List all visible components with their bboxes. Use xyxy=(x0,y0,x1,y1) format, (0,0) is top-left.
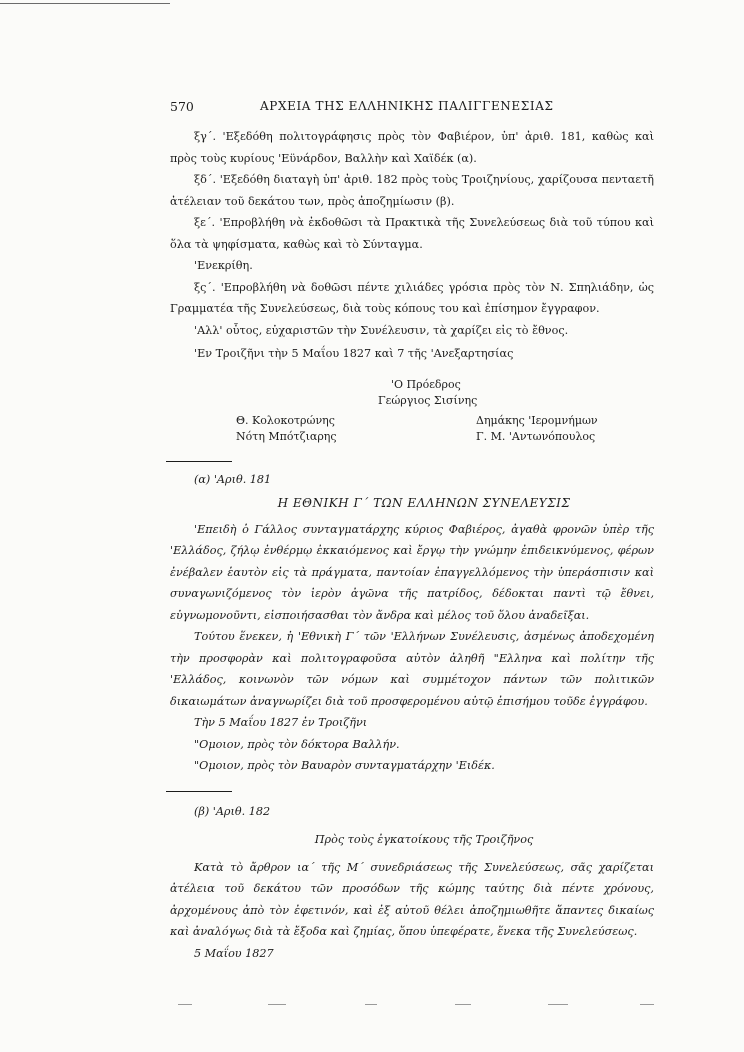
footnote-paragraph: "Ομοιον, πρὸς τὸν δόκτορα Βαλλήν. xyxy=(194,737,400,751)
item-63: ξγ΄. 'Εξεδόθη πολιτογράφησις πρὸς τὸν Φαβιέρον, ὑπ' ἀριθ. 181, καθὼς καὶ πρὸς τοὺς κυρίους 'Εϋνάρδον, Βαλλὴν καὶ Χαϊδέκ (α). xyxy=(170,130,654,165)
minutes-section xyxy=(170,126,654,365)
item-64: ξδ΄. 'Εξεδόθη διαταγὴ ὑπ' ἀριθ. 182 πρὸς τοὺς Τροιζηνίους, χαρίζουσα πενταετῆ ἀτέλειαν τοῦ δεκάτου των, πρὸς ἀποζημίωσιν (β). xyxy=(170,173,654,208)
item-65: ξε΄. 'Επροβλήθη νὰ ἐκδοθῶσι τὰ Πρακτικὰ τῆς Συνελεύσεως διὰ τοῦ τύπου καὶ ὅλα τὰ ψηφίσματα, καθὼς καὶ τὸ Σύνταγμα. xyxy=(170,216,654,251)
running-title: ΑΡΧΕΙΑ ΤΗΣ ΕΛΛΗΝΙΚΗΣ ΠΑΛΙΓΓΕΝΕΣΙΑΣ xyxy=(260,99,554,113)
signatory: Γ. Μ. 'Αντωνόπουλος xyxy=(476,429,596,443)
item-66-response: 'Αλλ' οὗτος, εὐχαριστῶν τὴν Συνέλευσιν, τὰ χαρίζει εἰς τὸ ἔθνος. xyxy=(194,323,569,337)
footnote-date: 5 Μαΐου 1827 xyxy=(194,946,274,960)
scan-edge-mark xyxy=(178,1004,192,1005)
scan-edge-mark xyxy=(268,1004,286,1005)
footnote-divider xyxy=(166,461,232,462)
signature-block xyxy=(170,377,654,443)
item-65-approved: 'Ενεκρίθη. xyxy=(194,259,253,272)
footnote-divider xyxy=(166,791,232,792)
president-name: Γεώργιος Σισίνης xyxy=(378,393,478,407)
footnote-paragraph: Κατὰ τὸ ἄρθρον ια΄ τῆς Μ΄ συνεδριάσεως τῆς Συνελεύσεως, σᾶς χαρίζεται ἀτέλεια τοῦ δεκάτου τῶν προσόδων τῆς κώμης ταύτης διὰ πέντε χρόνους, ἀρχομένους ἀπὸ τὸν ἐφετινόν, καὶ ἐξ αὐτοῦ θέλει ἀποζημιωθῆτε ἅπαντες δικαίως καὶ ἀναλόγως διὰ τὰ ἔξοδα καὶ ζημίας, ὅπου ὑπεφέρατε, ἕνεκα τῆς Συνελεύσεως. xyxy=(170,860,654,938)
page-header xyxy=(170,96,654,126)
footnote-label: (α) 'Αριθ. 181 xyxy=(194,472,272,486)
signatory: Νότη Μπότζιαρης xyxy=(236,429,337,443)
president-title: 'Ο Πρόεδρος xyxy=(391,377,461,391)
scan-edge-mark xyxy=(548,1004,568,1005)
footnote-heading: Η ΕΘΝΙΚΗ Γ΄ ΤΩΝ ΕΛΛΗΝΩΝ ΣΥΝΕΛΕΥΣΙΣ xyxy=(277,496,571,510)
scan-edge-mark xyxy=(455,1004,471,1005)
footnote-paragraph: "Ομοιον, πρὸς τὸν Βαυαρὸν συνταγματάρχην 'Ειδέκ. xyxy=(194,759,495,772)
footnote-paragraph: 'Επειδὴ ὁ Γάλλος συνταγματάρχης κύριος Φαβιέρος, ἀγαθὰ φρονῶν ὑπὲρ τῆς 'Ελλάδος, ζήλῳ ἐνθέρμῳ ἐκκαιόμενος καὶ ἔργῳ τὴν γνώμην ἐπιδεικνύμενος, φέρων ἐνέβαλεν ἑαυτὸν εἰς τὰ πράγματα, παντοίαν ἐπαγγελλόμενος τὴν ὑπεράσπισιν καὶ συναγωνιζόμενος τὸν ἱερὸν ἀγῶνα τῆς πατρίδος, δέδοκται παντὶ τῷ ἔθνει, εὐγνωμονοῦντι, εἰσποιήσασθαι τὸν ἄνδρα καὶ μέλος τοῦ ὅλου ἀναδεῖξαι. xyxy=(170,522,654,622)
scan-edge-mark xyxy=(365,1004,377,1005)
footnote-paragraph: Τούτου ἕνεκεν, ἡ 'Εθνικὴ Γ΄ τῶν 'Ελλήνων Συνέλευσις, ἀσμένως ἀποδεχομένη τὴν προσφορὰν καὶ πολιτογραφοῦσα αὐτὸν ἀληθῆ "Ελληνα καὶ πολίτην τῆς 'Ελλάδος, κοινωνὸν τῶν νόμων καὶ συμμέτοχον πάντων τῶν πολιτικῶν δικαιωμάτων ἀναγνωρίζει διὰ τοῦ προσφερομένου αὐτῷ ἐπισήμου τοῦδε ἐγγράφου. xyxy=(170,630,654,708)
footnote-label: (β) 'Αριθ. 182 xyxy=(194,804,271,818)
signatory: Θ. Κολοκοτρώνης xyxy=(236,413,335,427)
dateline: 'Εν Τροιζῆνι τὴν 5 Μαΐου 1827 καὶ 7 τῆς 'Ανεξαρτησίας xyxy=(194,347,514,360)
scan-edge-mark xyxy=(640,1004,654,1005)
footnote-a xyxy=(170,469,654,777)
item-66: ξς΄. 'Επροβλήθη νὰ δοθῶσι πέντε χιλιάδες γρόσια πρὸς τὸν Ν. Σπηλιάδην, ὡς Γραμματέα τῆς Συνελεύσεως, διὰ τοὺς κόπους του καὶ ἐπίσημον ἔγγραφον. xyxy=(170,280,654,315)
footnote-b xyxy=(170,801,654,965)
page-number: 570 xyxy=(170,99,194,114)
footnote-date: Τὴν 5 Μαΐου 1827 ἐν Τροιζῆνι xyxy=(194,716,368,729)
footnote-heading: Πρὸς τοὺς ἐγκατοίκους τῆς Τροιζῆνος xyxy=(314,833,534,846)
page xyxy=(170,96,654,964)
signatory: Δημάκης 'Ιερομνήμων xyxy=(476,413,598,427)
scan-edge-mark xyxy=(0,3,170,4)
